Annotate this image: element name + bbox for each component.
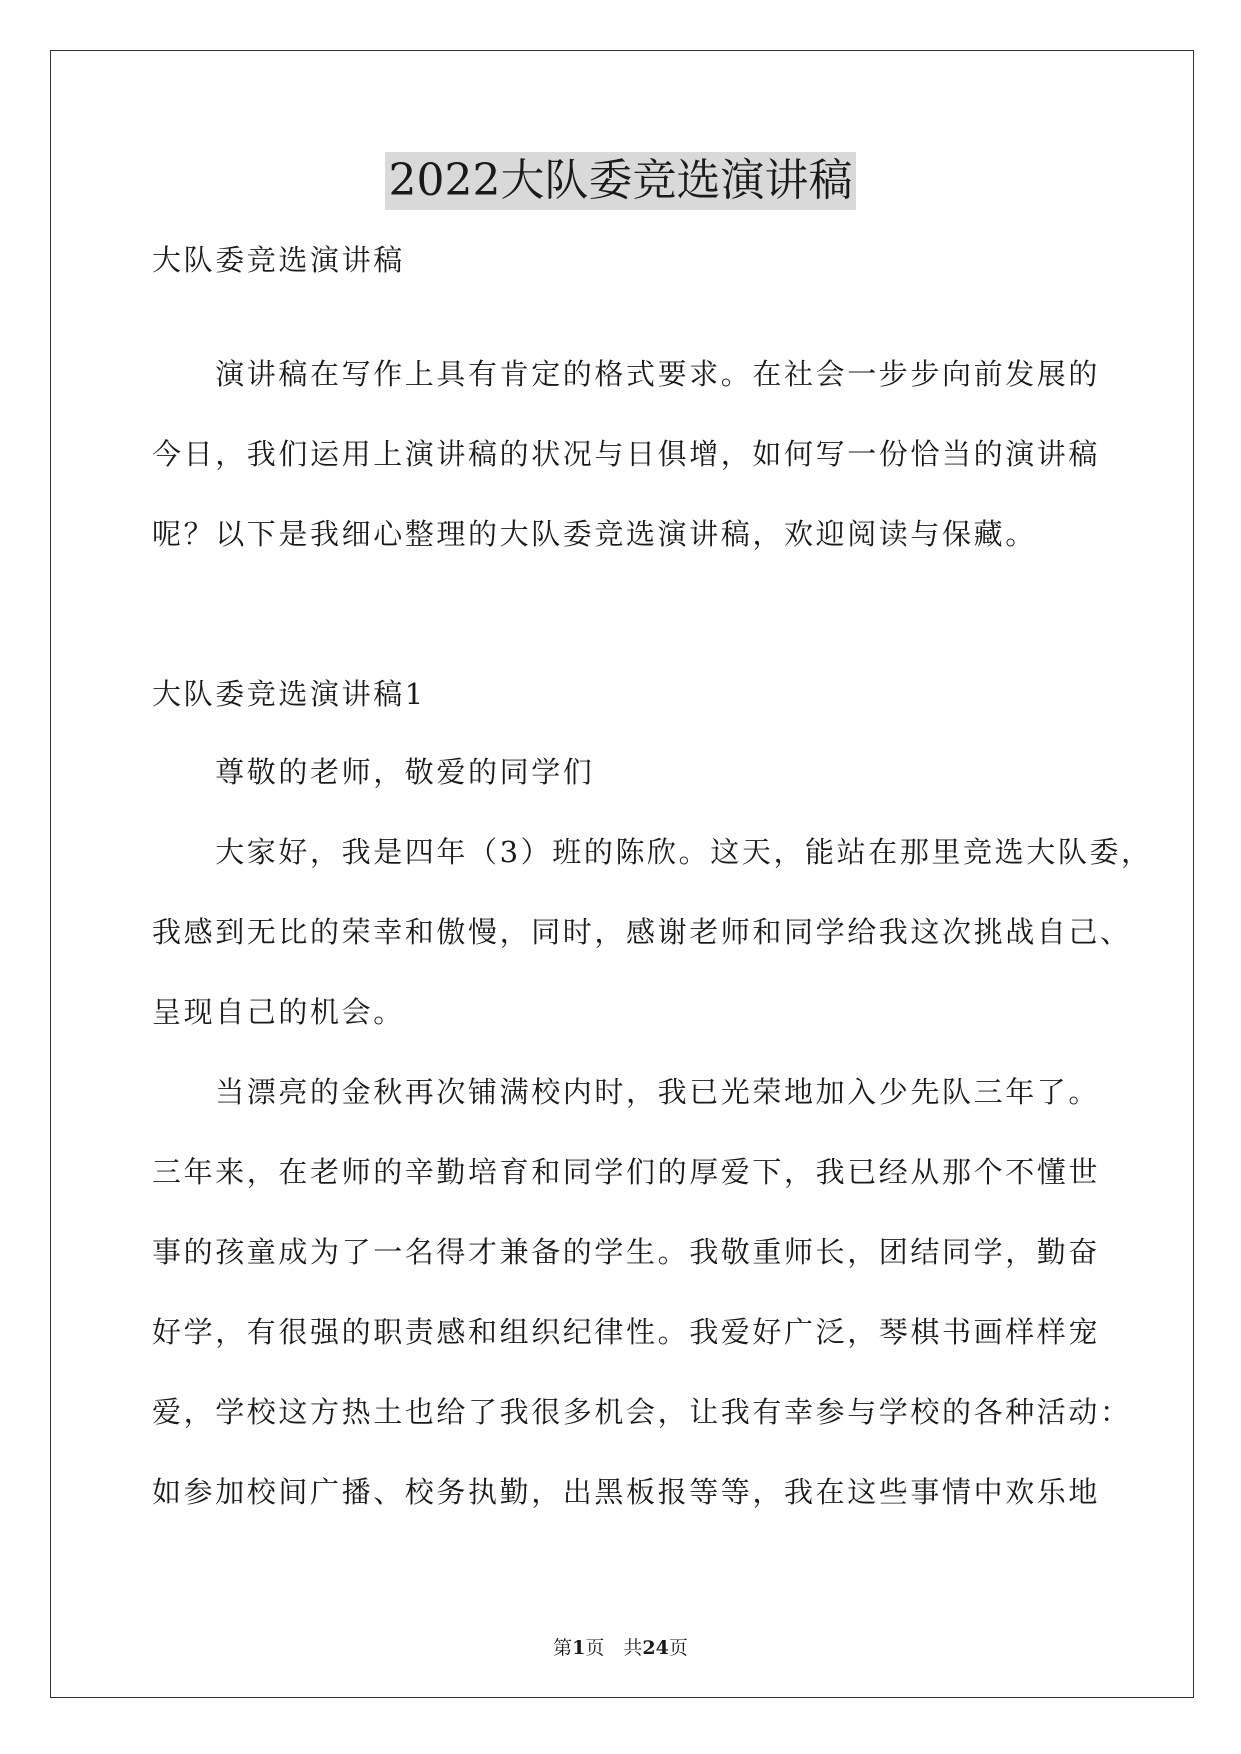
footer-prefix: 第 <box>553 1637 573 1659</box>
footer-suffix: 页 <box>668 1637 688 1659</box>
document-title: 2022大队委竞选演讲稿 <box>385 152 857 210</box>
paragraph-line: 好学，有很强的职责感和组织纪律性。我爱好广泛，琴棋书画样样宠 <box>152 1315 1101 1349</box>
section-heading: 大队委竞选演讲稿 <box>152 243 405 277</box>
paragraph-line: 今日，我们运用上演讲稿的状况与日俱增，如何写一份恰当的演讲稿 <box>152 437 1101 471</box>
paragraph-line: 呈现自己的机会。 <box>152 995 405 1029</box>
footer-total-pages: 24 <box>642 1637 669 1659</box>
paragraph-line: 三年来，在老师的辛勤培育和同学们的厚爱下，我已经从那个不懂世 <box>152 1155 1101 1189</box>
title-container <box>0 152 1241 210</box>
page-footer <box>0 1636 1241 1660</box>
paragraph-line: 呢？以下是我细心整理的大队委竞选演讲稿，欢迎阅读与保藏。 <box>152 517 1037 551</box>
paragraph-line: 演讲稿在写作上具有肯定的格式要求。在社会一步步向前发展的 <box>152 357 1101 391</box>
paragraph-line: 爱，学校这方热土也给了我很多机会，让我有幸参与学校的各种活动： <box>152 1395 1132 1429</box>
section-heading: 大队委竞选演讲稿1 <box>152 677 426 711</box>
page-border <box>50 50 1194 1698</box>
paragraph-line: 大家好，我是四年（3）班的陈欣。这天，能站在那里竞选大队委， <box>152 835 1153 869</box>
paragraph-line: 尊敬的老师，敬爱的同学们 <box>152 755 595 789</box>
paragraph-line: 事的孩童成为了一名得才兼备的学生。我敬重师长，团结同学，勤奋 <box>152 1235 1101 1269</box>
footer-mid: 页 共 <box>585 1637 643 1659</box>
paragraph-line: 当漂亮的金秋再次铺满校内时，我已光荣地加入少先队三年了。 <box>152 1075 1101 1109</box>
paragraph-line: 我感到无比的荣幸和傲慢，同时，感谢老师和同学给我这次挑战自己、 <box>152 915 1132 949</box>
footer-page-number: 1 <box>572 1637 586 1659</box>
paragraph-line: 如参加校间广播、校务执勤，出黑板报等等，我在这些事情中欢乐地 <box>152 1475 1101 1509</box>
